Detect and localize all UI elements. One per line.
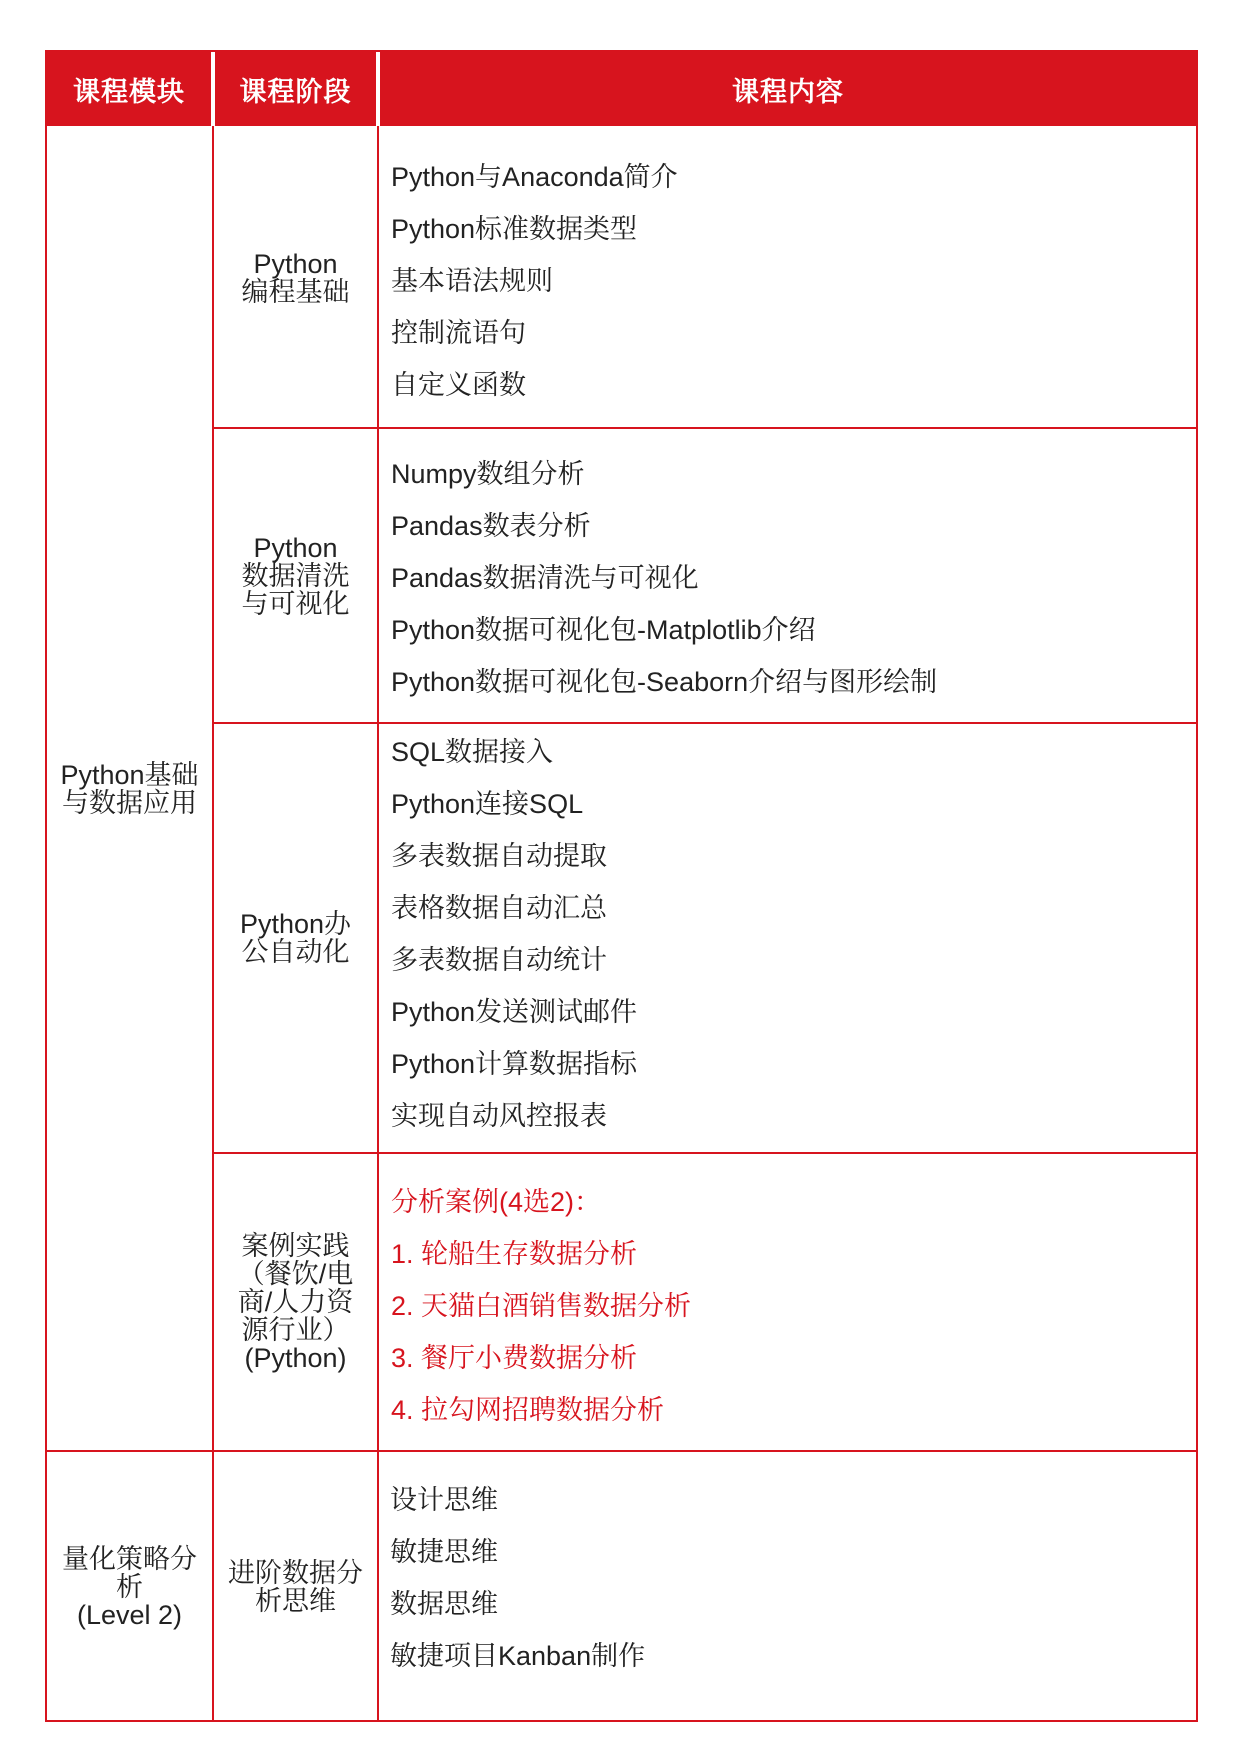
stage-name-line: 案例实践 bbox=[241, 1231, 350, 1261]
stage-cell-case-practice bbox=[214, 1154, 377, 1450]
list-item: 实现自动风控报表 bbox=[391, 1101, 607, 1131]
list-item: 控制流语句 bbox=[391, 318, 526, 348]
stage-name-line: （餐饮/电 bbox=[237, 1259, 354, 1289]
list-item: 设计思维 bbox=[390, 1485, 498, 1515]
list-item: 敏捷项目Kanban制作 bbox=[390, 1641, 646, 1671]
list-item: Python发送测试邮件 bbox=[391, 997, 638, 1027]
curriculum-table bbox=[45, 50, 1198, 1722]
table-header bbox=[47, 52, 1196, 126]
list-item: 多表数据自动统计 bbox=[391, 945, 607, 975]
list-item: Python数据可视化包-Matplotlib介绍 bbox=[391, 615, 816, 645]
stage-cell-data-cleaning bbox=[214, 429, 377, 722]
content-list-data-cleaning bbox=[391, 448, 937, 708]
content-list-office-automation bbox=[391, 726, 637, 1142]
list-item: Python标准数据类型 bbox=[391, 214, 638, 244]
list-item: Numpy数组分析 bbox=[391, 459, 585, 489]
list-item: 3. 餐厅小费数据分析 bbox=[391, 1343, 638, 1373]
stage-cell-office-automation bbox=[214, 724, 377, 1152]
list-item: Pandas数表分析 bbox=[391, 511, 591, 541]
list-item: Python数据可视化包-Seaborn介绍与图形绘制 bbox=[391, 667, 938, 697]
content-list-advanced-thinking bbox=[390, 1474, 645, 1682]
list-item: Python计算数据指标 bbox=[391, 1049, 638, 1079]
module-name-line: Python基础 bbox=[60, 760, 199, 790]
stage-name-line: (Python) bbox=[244, 1343, 347, 1373]
stage-name-line: Python办 bbox=[239, 909, 352, 939]
stage-cell-programming-basics bbox=[214, 128, 377, 427]
list-item: 2. 天猫白酒销售数据分析 bbox=[391, 1291, 692, 1321]
stage-name-line: Python bbox=[253, 532, 338, 563]
content-list-programming-basics bbox=[391, 151, 678, 411]
list-item: 数据思维 bbox=[390, 1589, 498, 1619]
module-cell-python-basics bbox=[47, 128, 212, 1450]
module-name-line: (Level 2) bbox=[76, 1600, 183, 1630]
list-item: Python连接SQL bbox=[391, 789, 584, 819]
stage-name-line: 商/人力资 bbox=[237, 1287, 354, 1317]
list-item: 多表数据自动提取 bbox=[391, 841, 607, 871]
stage-name-line: 公自动化 bbox=[241, 937, 350, 967]
module-name-line: 与数据应用 bbox=[62, 788, 197, 818]
stage-name-line: 与可视化 bbox=[241, 588, 350, 619]
header-content: 课程内容 bbox=[732, 76, 844, 107]
list-item: 表格数据自动汇总 bbox=[391, 893, 607, 923]
module-cell-quant-strategy bbox=[47, 1452, 212, 1722]
list-item: 基本语法规则 bbox=[391, 266, 553, 296]
header-module: 课程模块 bbox=[73, 76, 185, 107]
list-item: Python与Anaconda简介 bbox=[391, 162, 678, 192]
header-stage: 课程阶段 bbox=[239, 76, 352, 107]
column-divider bbox=[377, 126, 379, 1722]
list-item: 自定义函数 bbox=[391, 370, 526, 400]
list-item: Pandas数据清洗与可视化 bbox=[391, 563, 699, 593]
list-item: 1. 轮船生存数据分析 bbox=[391, 1239, 638, 1269]
list-item: 分析案例(4选2)： bbox=[391, 1187, 602, 1217]
module-name-line: 量化策略分 bbox=[62, 1544, 197, 1574]
list-item: SQL数据接入 bbox=[391, 737, 554, 767]
list-item: 4. 拉勾网招聘数据分析 bbox=[391, 1395, 665, 1425]
stage-name-line: Python bbox=[253, 248, 338, 279]
stage-name-line: 编程基础 bbox=[241, 276, 350, 307]
stage-name-line: 析思维 bbox=[255, 1586, 336, 1616]
module-name-line: 析 bbox=[116, 1572, 143, 1602]
stage-name-line: 源行业） bbox=[241, 1315, 350, 1345]
stage-name-line: 数据清洗 bbox=[241, 560, 350, 591]
list-item: 敏捷思维 bbox=[390, 1537, 498, 1567]
stage-name-line: 进阶数据分 bbox=[228, 1558, 363, 1588]
stage-cell-advanced-thinking bbox=[214, 1452, 377, 1722]
content-list-case-practice bbox=[391, 1176, 691, 1436]
